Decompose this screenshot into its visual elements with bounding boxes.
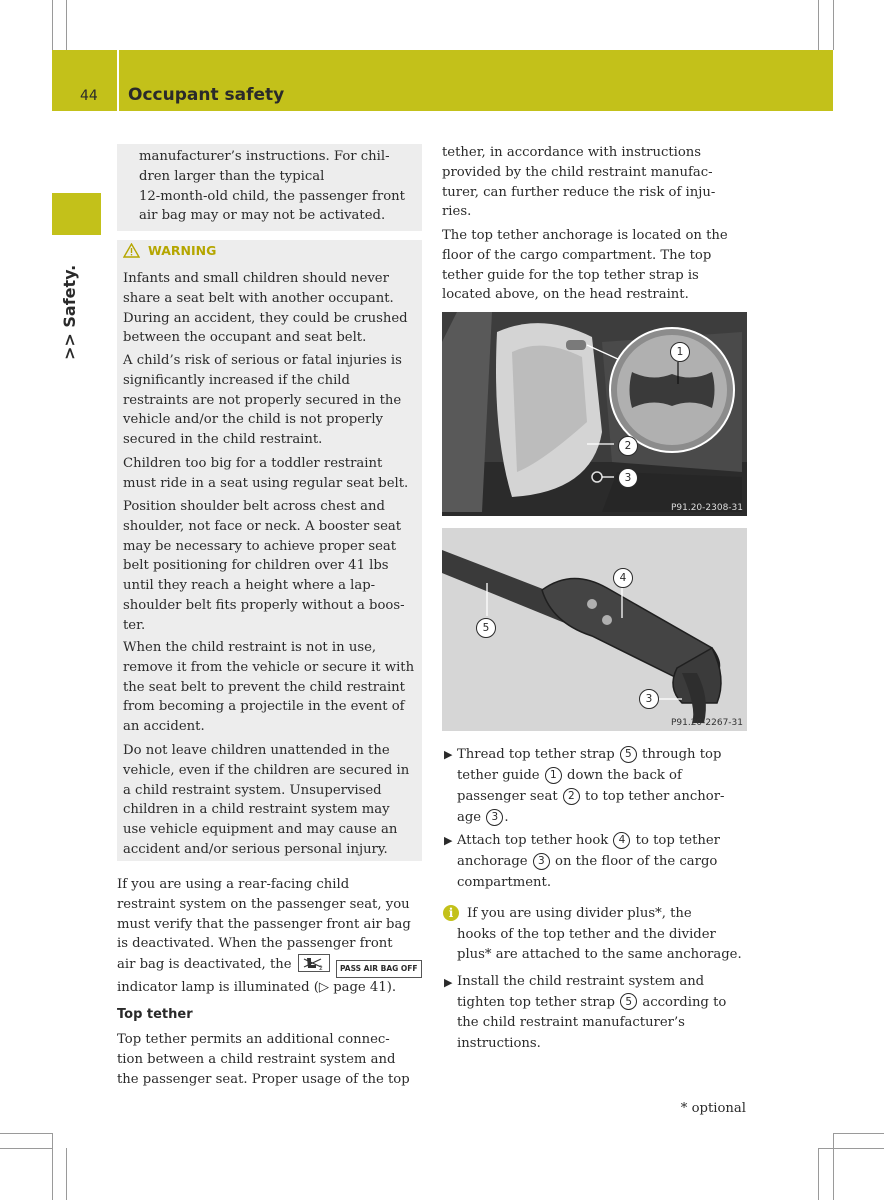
location-paragraph: The top tether anchorage is located on the floor of the cargo compartment. The top tether guide for the top tether strap is located above, on the head restraint. [442,228,728,303]
pass-air-bag-off-indicator: PASS AIR BAG OFF [336,960,422,978]
callout-1: 1 [670,342,690,362]
warning-title: WARNING [148,243,217,258]
figure-code: P91.20-2267-31 [670,718,743,728]
crop-mark [66,0,67,50]
crop-mark [52,1133,53,1200]
warning-paragraph-2: A child’s risk of serious or fatal injuries is significantly increased if the child restraints are not properly secured in the vehicle and/or the child is not properly secured in the child restraint. [123,353,402,448]
svg-text:2: 2 [318,965,323,972]
continuation-paragraph: tether, in accordance with instructions provided by the child restraint manufac- turer, can further reduce the risk of inju- ries. [442,145,716,220]
warning-paragraph-6: Do not leave children unattended in the vehicle, even if the children are secured in a child restraint system. Unsupervised children in a child restraint system may use vehicle equipment and may cause an accident and/or serious personal injury. [123,743,410,857]
callout-3: 3 [639,689,659,709]
warning-heading [123,243,216,258]
crop-mark [818,0,819,50]
top-tether-heading: Top tether [117,1007,193,1022]
step-3: Install the child restraint system and tighten top tether strap 5 according to the child restraint manufacturer’s instructions. [457,974,727,1051]
chapter-title: Occupant safety [128,85,285,105]
top-tether-paragraph: Top tether permits an additional connec- tion between a child restraint system and the passenger seat. Proper usage of the top [117,1032,410,1087]
warning-paragraph-3: Children too big for a toddler restraint must ride in a seat using regular seat belt. [123,456,409,491]
crop-mark [833,1133,884,1134]
callout-5: 5 [476,618,496,638]
crop-mark [818,1148,819,1200]
callout-2: 2 [618,436,638,456]
callout-4: 4 [613,568,633,588]
crop-mark [66,1148,67,1200]
warning-paragraph-4: Position shoulder belt across chest and shoulder, not face or neck. A booster seat may be necessary to achieve proper seat belt positioning for children over 41 lbs until they reach a height where a lap- shoulder belt fits properly without a boos- ter. [123,499,405,633]
bullet-arrow-icon: ▶ [444,748,453,761]
crop-mark [0,1148,52,1149]
step-1: Thread top tether strap 5 through top tether guide 1 down the back of passenger seat 2 to top tether anchor- age 3 . [457,747,725,825]
crop-mark [833,0,834,50]
note-divider-plus: If you are using divider plus*, the hooks of the top tether and the divider plus* are attached to the same anchorage. [457,906,742,962]
figure-seat-tether-guide [442,312,747,516]
child-seat-indicator-icon [298,954,330,972]
step-2: Attach top tether hook 4 to top tether anchorage 3 on the floor of the cargo compartment. [457,833,720,890]
bullet-arrow-icon: ▶ [444,834,453,847]
crop-mark [0,1133,52,1134]
warning-paragraph-1: Infants and small children should never share a seat belt with another occupant. During an accident, they could be crushed between the occupant and seat belt. [123,271,408,346]
crop-mark [833,1133,834,1200]
bullet-arrow-icon: ▶ [444,976,453,989]
figure-code: P91.20-2308-31 [670,503,743,513]
header-divider [117,50,119,111]
figure-tether-strap-hook [442,528,747,731]
info-icon: i [443,905,459,921]
footnote-optional: * optional [680,1101,746,1116]
seat-illustration [442,312,747,516]
crop-mark [52,0,53,50]
warning-paragraph-5: When the child restraint is not in use, remove it from the vehicle or secure it with the seat belt to prevent the child restraint from becoming a projectile in the event of an accident. [123,640,415,735]
side-tab-label: >> Safety. [60,264,79,360]
page-number: 44 [80,88,98,104]
intro-text: manufacturer’s instructions. For chil- dren larger than the typical 12-month-old child, the passenger front air bag may or may not be activated. [139,149,405,224]
rear-facing-paragraph: If you are using a rear-facing child restraint system on the passenger seat, you must verify that the passenger front air bag is deactivated. When the passenger front air bag is deactivated, the 2 PASS AIR BAG OFF indicator lamp is illuminated (▷ page 41). [117,875,422,998]
warning-triangle-icon [123,243,140,258]
side-tab-marker [52,193,101,235]
callout-3: 3 [618,468,638,488]
crop-mark [818,1148,884,1149]
